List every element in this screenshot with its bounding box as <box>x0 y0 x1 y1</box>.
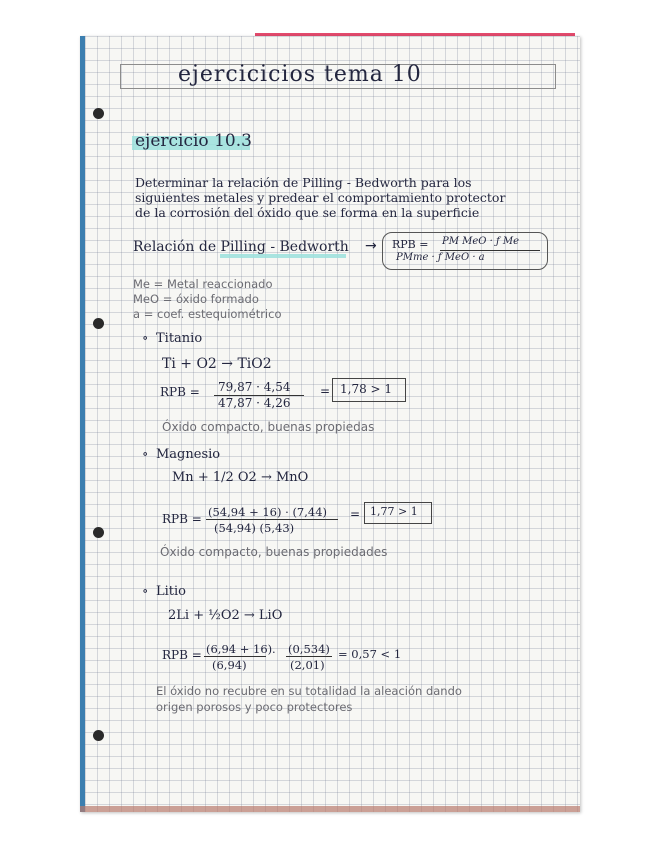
statement-line: siguientes metales y predear el comportamiento protector <box>135 190 506 205</box>
fraction-numerator: (54,94 + 16) · (7,44) <box>208 505 328 519</box>
binder-hole <box>93 318 104 329</box>
section-heading-titanio: Titanio <box>156 331 203 346</box>
fraction-numerator: (6,94 + 16) <box>206 642 273 656</box>
rpb-label: RPB = <box>162 512 202 526</box>
section-heading-litio: Litio <box>156 584 186 599</box>
legend-line: a = coef. estequiométrico <box>133 307 282 321</box>
formula-lhs: RPB = <box>392 238 429 251</box>
fraction-bar <box>204 656 266 657</box>
statement-line: Determinar la relación de Pilling - Bedworth para los <box>135 175 472 190</box>
result-magnesio: 1,77 > 1 <box>370 505 418 518</box>
relation-heading: Relación de Pilling - Bedworth <box>133 239 349 255</box>
fraction-denominator: (2,01) <box>290 658 325 672</box>
fraction-bar <box>286 656 332 657</box>
binder-hole <box>93 730 104 741</box>
fraction-numerator: 79,87 · 4,54 <box>218 380 291 394</box>
statement-line: de la corrosión del óxido que se forma en la superficie <box>135 205 480 220</box>
page-title: ejercicicios tema 10 <box>178 62 422 87</box>
binder-hole <box>93 108 104 119</box>
exercise-heading: ejercicio 10.3 <box>135 131 252 151</box>
bullet-icon: ∘ <box>142 331 149 346</box>
binder-hole <box>93 527 104 538</box>
fraction-denominator: 47,87 · 4,26 <box>218 396 291 410</box>
conclusion-litio-line: El óxido no recubre en su totalidad la aleación dando <box>156 684 462 698</box>
rpb-label: RPB = <box>162 648 202 662</box>
result-litio: = 0,57 < 1 <box>338 647 402 661</box>
notebook-bottom-edge <box>80 806 580 812</box>
conclusion-litio-line: origen porosos y poco protectores <box>156 700 353 714</box>
reaction-magnesio: Mn + 1/2 O2 → MnO <box>172 470 309 485</box>
bullet-icon: ∘ <box>142 584 149 599</box>
fraction-numerator: (0,534) <box>288 642 330 656</box>
section-heading-magnesio: Magnesio <box>156 447 221 462</box>
bullet-icon: ∘ <box>142 447 149 462</box>
fraction-bar <box>206 519 338 520</box>
formula-numerator: PM MeO · ƒ Me <box>442 236 520 247</box>
conclusion-titanio: Óxido compacto, buenas propiedas <box>162 420 375 434</box>
fraction-denominator: (54,94) (5,43) <box>214 521 295 535</box>
rpb-label: RPB = <box>160 385 200 399</box>
formula-fraction-bar <box>440 250 540 251</box>
equals-sign: = <box>350 507 361 521</box>
fraction-denominator: (6,94) <box>212 658 247 672</box>
legend-line: MeO = óxido formado <box>133 292 259 306</box>
reaction-litio: 2Li + ½O2 → LiO <box>168 608 283 623</box>
multiply-sign: · <box>272 645 276 659</box>
arrow-icon: → <box>365 238 377 254</box>
formula-denominator: PMme · ƒ MeO · a <box>396 252 485 263</box>
reaction-titanio: Ti + O2 → TiO2 <box>162 356 272 372</box>
conclusion-magnesio: Óxido compacto, buenas propiedades <box>160 545 388 559</box>
equals-sign: = <box>320 384 331 398</box>
result-titanio: 1,78 > 1 <box>340 382 393 396</box>
legend-line: Me = Metal reaccionado <box>133 277 273 291</box>
